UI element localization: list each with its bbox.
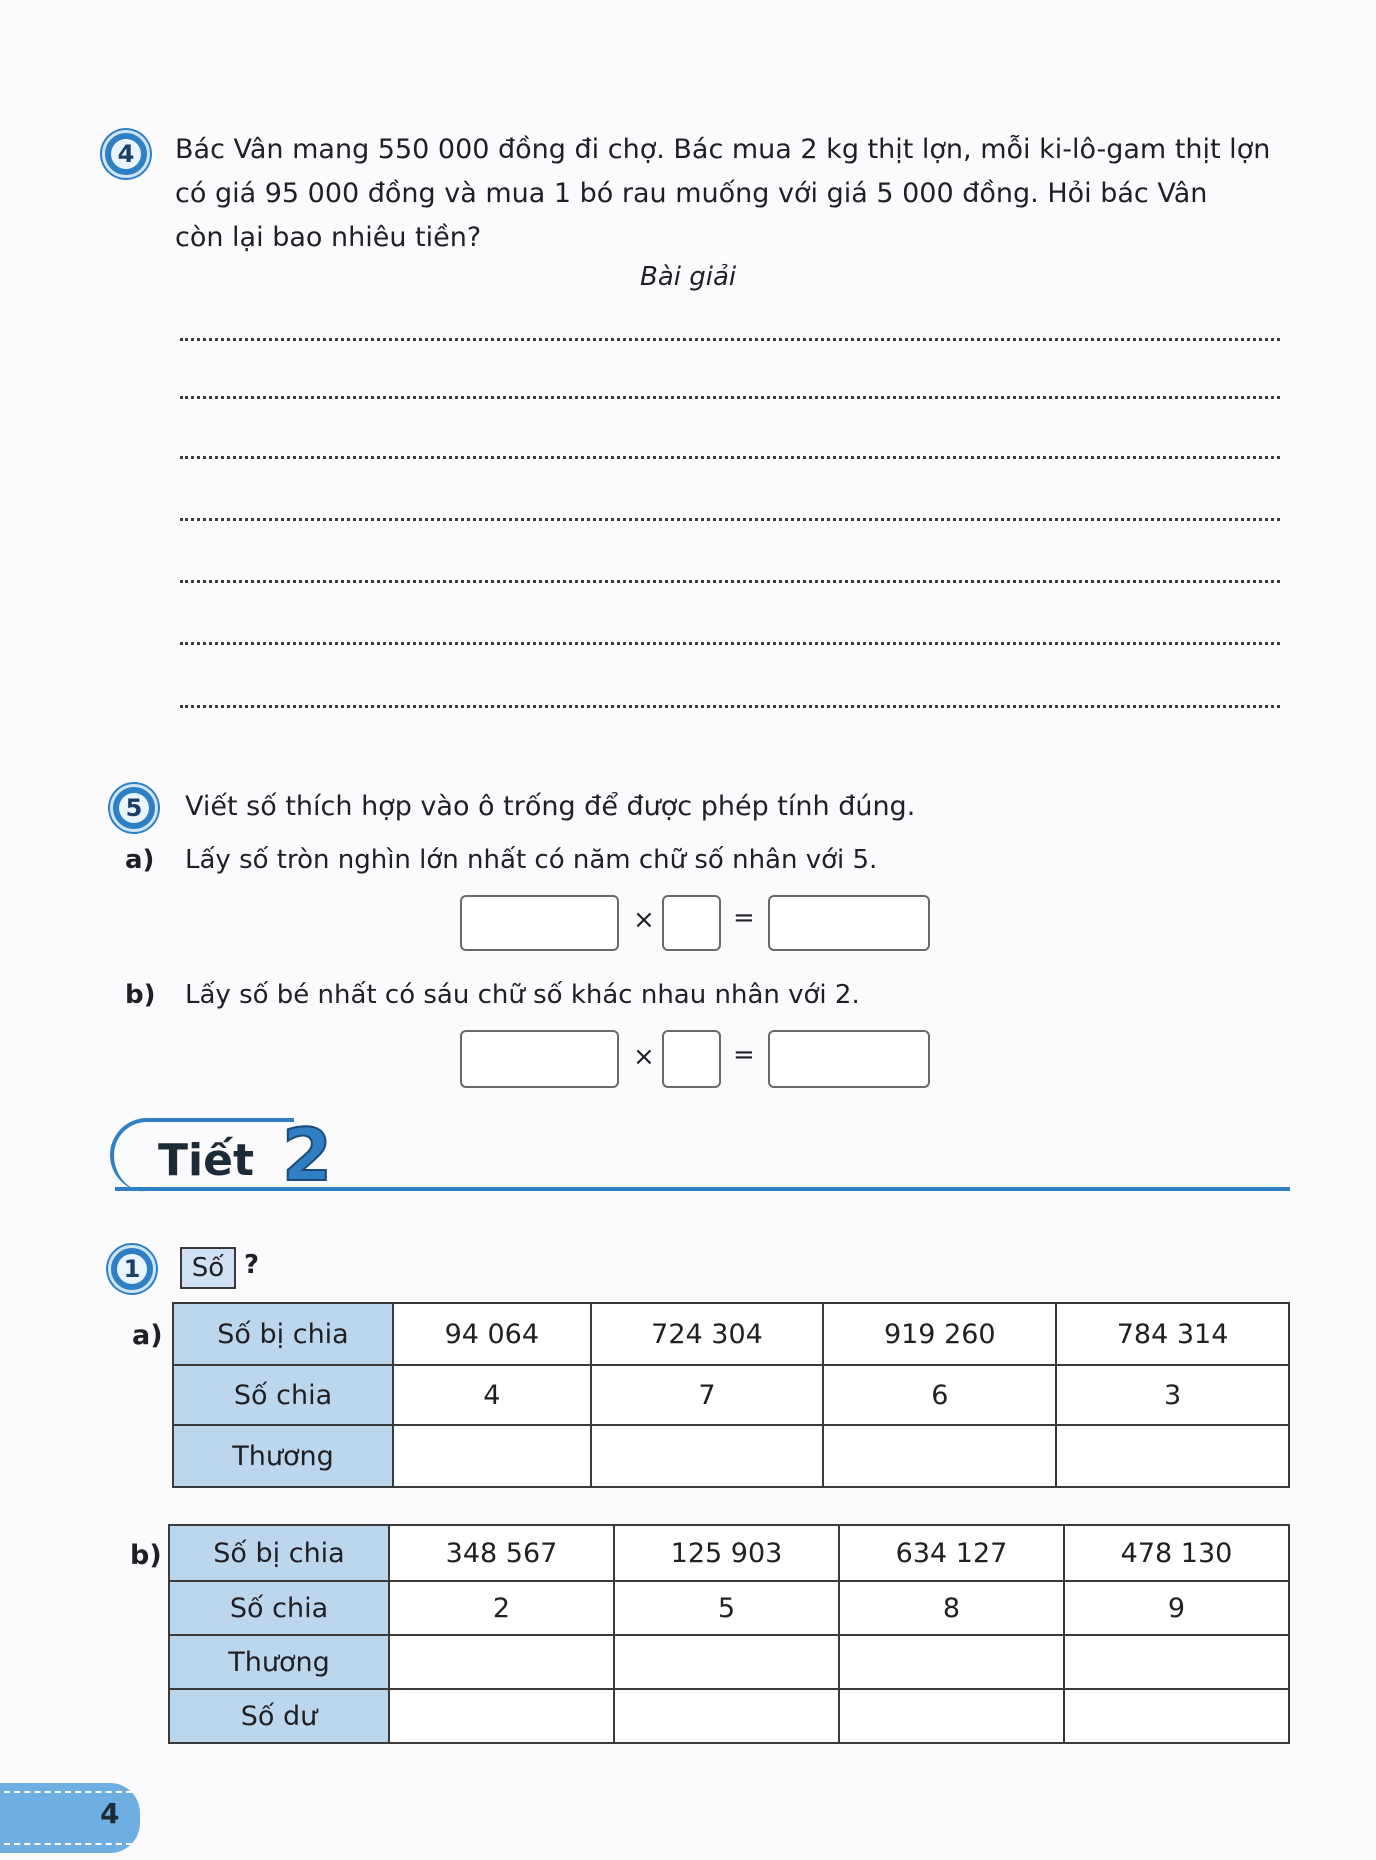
table-a-row-quotient [173, 1425, 1289, 1487]
table-b-quotient-cell-3[interactable] [839, 1635, 1064, 1689]
part-a-equals-sign: = [733, 903, 755, 933]
part-b-factor-1-box[interactable] [460, 1030, 619, 1088]
table-a-label: a) [132, 1320, 163, 1351]
table-a-divisor-4: 3 [1056, 1365, 1289, 1425]
part-a-factor-1-box[interactable] [460, 895, 619, 951]
part-a-times-sign: × [633, 905, 655, 935]
table-a-row-divisor [173, 1365, 1289, 1425]
part-a-text: Lấy số tròn nghìn lớn nhất có năm chữ số nhân với 5. [185, 845, 878, 875]
solution-title: Bài giải [640, 262, 737, 292]
table-a-quotient-cell-1[interactable] [393, 1425, 591, 1487]
table-b-divisor-3: 8 [839, 1581, 1064, 1635]
table-a-divisor-3: 6 [823, 1365, 1056, 1425]
table-b-divisor-2: 5 [614, 1581, 839, 1635]
question-4-line-3: còn lại bao nhiêu tiền? [175, 222, 482, 253]
table-a-dividend-4: 784 314 [1056, 1303, 1289, 1365]
part-a-product-box[interactable] [768, 895, 930, 951]
answer-line-2[interactable] [180, 396, 1280, 399]
question-5-title: Viết số thích hợp vào ô trống để được phép tính đúng. [185, 791, 916, 822]
section-number: 2 [282, 1113, 334, 1197]
table-a-header-dividend: Số bị chia [173, 1303, 393, 1365]
answer-line-6[interactable] [180, 642, 1280, 645]
table-a-dividend-3: 919 260 [823, 1303, 1056, 1365]
part-b-times-sign: × [633, 1042, 655, 1072]
question-4-text [175, 128, 1285, 260]
table-b-header-divisor: Số chia [169, 1581, 389, 1635]
table-a-divisor-2: 7 [591, 1365, 824, 1425]
part-b-label: b) [125, 980, 156, 1010]
table-b-header-quotient: Thương [169, 1635, 389, 1689]
table-b-dividend-1: 348 567 [389, 1525, 614, 1581]
part-b-equals-sign: = [733, 1040, 755, 1070]
table-a-header-quotient: Thương [173, 1425, 393, 1487]
answer-line-5[interactable] [180, 580, 1280, 583]
table-b-divisor-4: 9 [1064, 1581, 1289, 1635]
table-a-quotient-cell-3[interactable] [823, 1425, 1056, 1487]
question-5-badge: 5 [110, 784, 158, 832]
table-b-remainder-cell-3[interactable] [839, 1689, 1064, 1743]
table-a-divisor-1: 4 [393, 1365, 591, 1425]
table-b-remainder-cell-2[interactable] [614, 1689, 839, 1743]
table-b-dividend-4: 478 130 [1064, 1525, 1289, 1581]
table-b-header-dividend: Số bị chia [169, 1525, 389, 1581]
answer-line-1[interactable] [180, 338, 1280, 341]
page-number: 4 [100, 1797, 120, 1830]
exercise-1-question-mark: ? [244, 1250, 260, 1280]
table-b-quotient-cell-1[interactable] [389, 1635, 614, 1689]
table-b-row-divisor [169, 1581, 1289, 1635]
question-4-line-2: có giá 95 000 đồng và mua 1 bó rau muống với giá 5 000 đồng. Hỏi bác Vân [175, 178, 1208, 209]
question-4-badge: 4 [102, 130, 150, 178]
section-title: Tiết [158, 1135, 254, 1186]
part-a-factor-2-box[interactable] [662, 895, 721, 951]
table-a-dividend-1: 94 064 [393, 1303, 591, 1365]
table-b-row-remainder [169, 1689, 1289, 1743]
table-b-label: b) [130, 1540, 162, 1571]
table-b-row-dividend [169, 1525, 1289, 1581]
answer-line-7[interactable] [180, 705, 1280, 708]
table-a-quotient-cell-2[interactable] [591, 1425, 824, 1487]
answer-line-4[interactable] [180, 518, 1280, 521]
exercise-1-so-label: Số [180, 1247, 236, 1289]
table-a [172, 1302, 1290, 1488]
table-b-row-quotient [169, 1635, 1289, 1689]
table-b-quotient-cell-4[interactable] [1064, 1635, 1289, 1689]
table-b-dividend-2: 125 903 [614, 1525, 839, 1581]
question-4-line-1: Bác Vân mang 550 000 đồng đi chợ. Bác mua 2 kg thịt lợn, mỗi ki-lô-gam thịt lợn [175, 134, 1271, 165]
table-b [168, 1524, 1290, 1744]
table-b-header-remainder: Số dư [169, 1689, 389, 1743]
table-a-header-divisor: Số chia [173, 1365, 393, 1425]
table-a-quotient-cell-4[interactable] [1056, 1425, 1289, 1487]
table-a-dividend-2: 724 304 [591, 1303, 824, 1365]
part-b-text: Lấy số bé nhất có sáu chữ số khác nhau nhân với 2. [185, 980, 860, 1010]
table-b-dividend-3: 634 127 [839, 1525, 1064, 1581]
answer-line-3[interactable] [180, 456, 1280, 459]
part-a-label: a) [125, 845, 155, 875]
table-b-remainder-cell-1[interactable] [389, 1689, 614, 1743]
table-a-row-dividend [173, 1303, 1289, 1365]
table-b-quotient-cell-2[interactable] [614, 1635, 839, 1689]
exercise-1-badge: 1 [108, 1245, 156, 1293]
table-b-remainder-cell-4[interactable] [1064, 1689, 1289, 1743]
table-b-divisor-1: 2 [389, 1581, 614, 1635]
part-b-factor-2-box[interactable] [662, 1030, 721, 1088]
part-b-product-box[interactable] [768, 1030, 930, 1088]
